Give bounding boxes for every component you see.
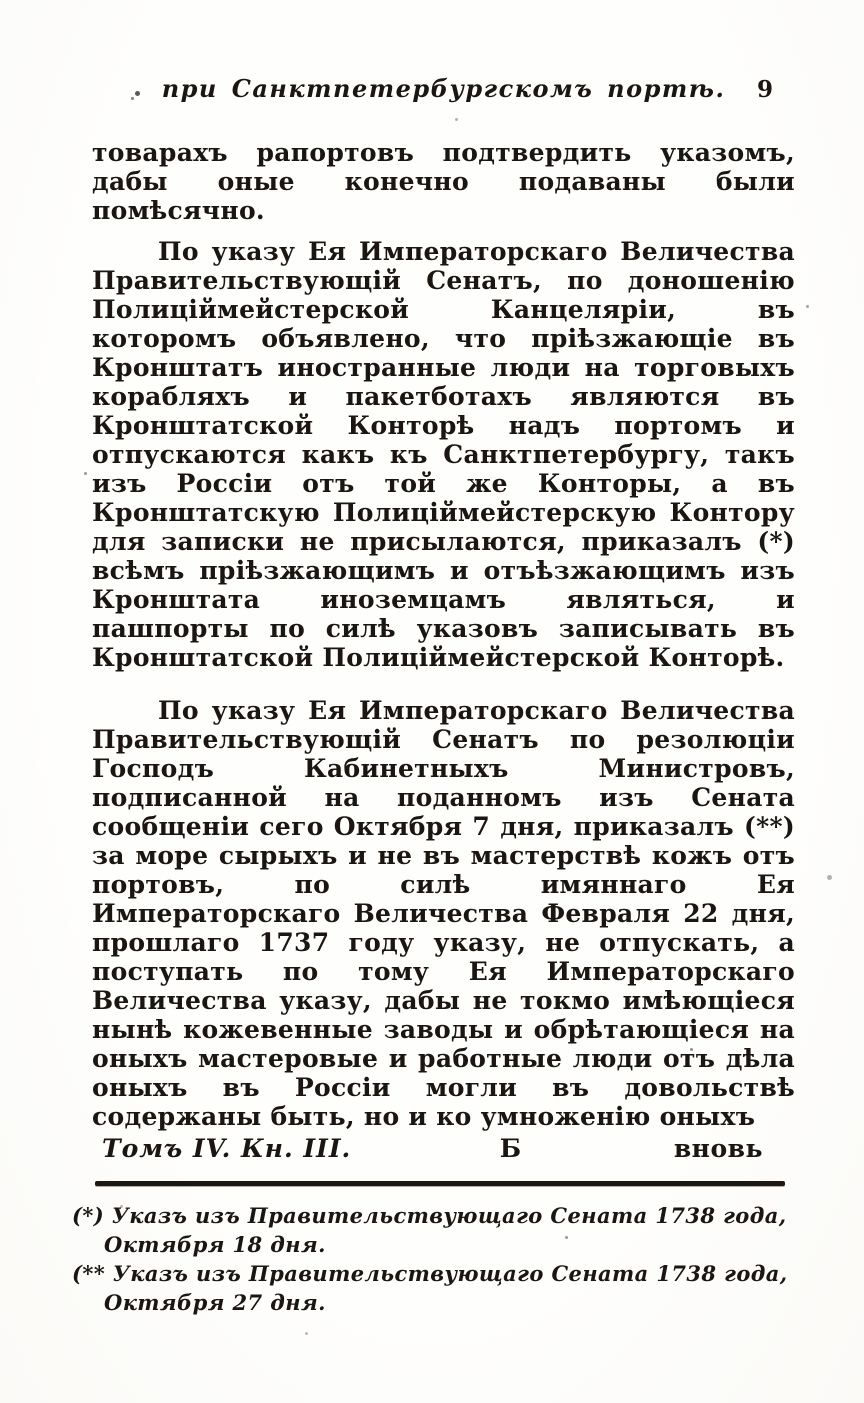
paragraph-decree-passports: По указу Ея Императорскаго Величества Правительствующій Сенатъ, по доношенію Полиціймейстерской Канцеляріи, въ которомъ объявлено, что пріѣзжающіе въ Кронштатъ иностранные люди на торговыхъ корабляхъ и пакетботахъ являются въ Кронштатской Конторѣ надъ портомъ и отпускаются какъ къ Санктпетербургу, такъ изъ Россіи отъ той же Конторы, а въ Кронштатскую Полиціймейстерскую Контору для записки не присылаются, приказалъ (*) всѣмъ пріѣзжающимъ и отъѣзжающимъ изъ Кронштата иноземцамъ являться, и пашпорты по силѣ указовъ записывать въ Кронштатской Полиціймейстерской Конторѣ. bbox=[92, 237, 795, 672]
page-number: 9 bbox=[756, 76, 773, 103]
footnote-1-line-2: Октября 18 дня. bbox=[104, 1232, 326, 1257]
footnote-2-line-2: Октября 27 дня. bbox=[104, 1290, 326, 1315]
catchword: вновь bbox=[673, 1134, 763, 1163]
running-head bbox=[92, 74, 795, 106]
paragraph-decree-hides: По указу Ея Императорскаго Величества Правительствующій Сенатъ по резолюціи Господъ Кабинетныхъ Министровъ, подписанной на поданномъ изъ Сената сообщеніи сего Октября 7 дня, приказалъ (**) за море сырыхъ и не въ мастерствѣ кожъ отъ портовъ, по силѣ имяннаго Ея Императорскаго Величества Февраля 22 дня, прошлаго 1737 году указу, не отпускать, а поступать по тому Ея Императорскаго Величества указу, дабы не токмо имѣющіеся нынѣ кожевенные заводы и обрѣтающіеся на оныхъ мастеровые и работные люди отъ дѣла оныхъ въ Россіи могли въ довольствѣ содержаны быть, но и ко умноженію оныхъ bbox=[92, 696, 795, 1131]
footnote-2-line-1: (** Указъ изъ Правительствующаго Сената 1738 года, bbox=[72, 1261, 788, 1286]
running-title: при Санктпетербургскомъ портѣ. bbox=[161, 74, 726, 103]
sheet-signature-mark: Б bbox=[499, 1134, 522, 1163]
footnote-1 bbox=[72, 1201, 804, 1259]
volume-label: Томъ IV. Кн. III. bbox=[102, 1134, 352, 1163]
footnote-1-line-1: (*) Указъ изъ Правительствующаго Сената 1738 года, bbox=[72, 1203, 787, 1228]
footnote-rule bbox=[95, 1181, 785, 1186]
footnotes bbox=[72, 1201, 804, 1317]
paragraph-continuation: товарахъ рапортовъ подтвердить указомъ, дабы оные конечно подаваны были помѣсячно. bbox=[92, 138, 795, 225]
page-body bbox=[92, 138, 795, 1131]
scan-ink-specks bbox=[0, 0, 3, 3]
footnote-2 bbox=[72, 1259, 804, 1317]
signature-line bbox=[92, 1134, 795, 1164]
